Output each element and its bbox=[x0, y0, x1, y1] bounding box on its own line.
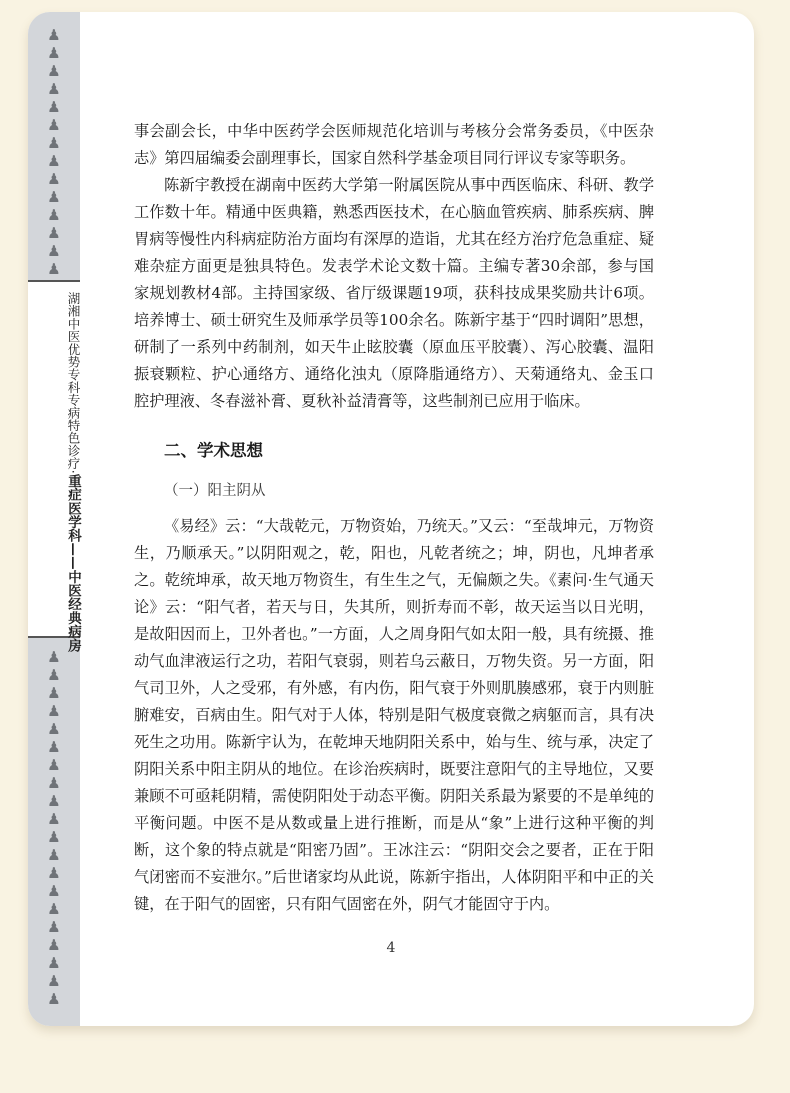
martial-figure-icon: ♟ bbox=[47, 702, 61, 720]
martial-figure-icon: ♟ bbox=[47, 684, 61, 702]
martial-figure-icon: ♟ bbox=[47, 774, 61, 792]
spine-title-line1: 湖湘中医优势专科专病特色诊疗· bbox=[66, 292, 81, 474]
martial-figure-icon: ♟ bbox=[47, 972, 61, 990]
section-heading: 二、学术思想 bbox=[164, 441, 263, 460]
martial-figure-icon: ♟ bbox=[47, 134, 61, 152]
side-decoration-strip bbox=[28, 12, 80, 1026]
martial-figure-icon: ♟ bbox=[47, 170, 61, 188]
martial-figure-icon: ♟ bbox=[47, 990, 61, 1008]
martial-figure-icon: ♟ bbox=[47, 864, 61, 882]
martial-figure-icon: ♟ bbox=[47, 792, 61, 810]
martial-figure-icon: ♟ bbox=[47, 242, 61, 260]
spine-title-line2: 重症医学科——中医经典病房 bbox=[65, 473, 81, 653]
martial-figure-icon: ♟ bbox=[47, 62, 61, 80]
spine-title-box bbox=[28, 280, 81, 653]
page-number: 4 bbox=[386, 940, 396, 956]
martial-figure-icon: ♟ bbox=[47, 80, 61, 98]
martial-figure-icon: ♟ bbox=[47, 936, 61, 954]
martial-figure-icon: ♟ bbox=[47, 666, 61, 684]
martial-figure-icon: ♟ bbox=[47, 846, 61, 864]
martial-figure-icon: ♟ bbox=[47, 648, 61, 666]
martial-figure-icon: ♟ bbox=[47, 900, 61, 918]
paragraph-theory: 《易经》云：“大哉乾元，万物资始，乃统天。”又云：“至哉坤元，万物资生，乃顺承天。”以阴阳观之，乾，阳也，凡乾者统之；坤，阴也，凡坤者承之。乾统坤承，故天地万物资生，有生生之气，无偏颇之失。《素问·生气通天论》云：“阳气者，若天与日，失其所，则折寿而不彰，故天运当以日光明，是故阳因而上，卫外者也。”一方面，人之周身阳气如太阳一般，具有统摄、推动气血津液运行之功，若阳气衰弱，则若乌云蔽日，万物失资。另一方面，阳气司卫外，人之受邪，有外感，有内伤，阳气衰于外则肌腠感邪，衰于内则脏腑难安，百病由生。阳气对于人体，特别是阳气极度衰微之病躯而言，具有决死生之功用。陈新宇认为，在乾坤天地阴阳关系中，始与生、统与承，决定了阴阳关系中阳主阴从的地位。在诊治疾病时，既要注意阳气的主导地位，又要兼顾不可亟耗阴精，需使阴阳处于动态平衡。阴阳关系最为紧要的不是单纯的平衡问题。中医不是从数或量上进行推断，而是从“象”上进行这种平衡的判断，这个象的特点就是“阳密乃固”。王冰注云：“阴阳交会之要者，正在于阳气闭密而不妄泄尔。”后世诸家均从此说，陈新宇指出，人体阴阳平和中正的关键，在于阳气的固密，只有阳气固密在外，阴气才能固守于内。 bbox=[134, 517, 654, 913]
martial-figure-icon: ♟ bbox=[47, 98, 61, 116]
subsection-heading: （一）阳主阴从 bbox=[164, 483, 266, 499]
paragraph-continued: 事会副会长，中华中医药学会医师规范化培训与考核分会常务委员，《中医杂志》第四届编委会副理事长，国家自然科学基金项目同行评议专家等职务。 bbox=[134, 122, 654, 167]
martial-figure-icon: ♟ bbox=[47, 152, 61, 170]
martial-figure-icon: ♟ bbox=[47, 918, 61, 936]
martial-figure-icon: ♟ bbox=[47, 828, 61, 846]
martial-figure-icon: ♟ bbox=[47, 206, 61, 224]
martial-figure-icon: ♟ bbox=[47, 882, 61, 900]
martial-figure-icon: ♟ bbox=[47, 188, 61, 206]
martial-figures-top bbox=[28, 26, 80, 278]
martial-figure-icon: ♟ bbox=[47, 810, 61, 828]
page-content bbox=[134, 118, 654, 918]
martial-figure-icon: ♟ bbox=[47, 224, 61, 242]
martial-figure-icon: ♟ bbox=[47, 26, 61, 44]
book-page bbox=[28, 12, 754, 1026]
martial-figure-icon: ♟ bbox=[47, 954, 61, 972]
spine-title bbox=[28, 292, 80, 652]
martial-figure-icon: ♟ bbox=[47, 260, 61, 278]
paragraph-bio: 陈新宇教授在湖南中医药大学第一附属医院从事中西医临床、科研、教学工作数十年。精通中医典籍，熟悉西医技术，在心脑血管疾病、肺系疾病、脾胃病等慢性内科病症防治方面均有深厚的造诣，尤其在经方治疗危急重症、疑难杂症方面更是独具特色。发表学术论文数十篇。主编专著30余部，参与国家规划教材4部。主持国家级、省厅级课题19项，获科技成果奖励共计6项。培养博士、硕士研究生及师承学员等100余名。陈新宇基于“四时调阳”思想，研制了一系列中药制剂，如天牛止眩胶囊（原血压平胶囊）、泻心胶囊、温阳振衰颗粒、护心通络方、通络化浊丸（原降脂通络方）、天菊通络丸、金玉口腔护理液、冬春滋补膏、夏秋补益清膏等，这些制剂已应用于临床。 bbox=[134, 176, 654, 410]
martial-figure-icon: ♟ bbox=[47, 756, 61, 774]
martial-figure-icon: ♟ bbox=[47, 738, 61, 756]
martial-figure-icon: ♟ bbox=[47, 116, 61, 134]
martial-figure-icon: ♟ bbox=[47, 44, 61, 62]
martial-figure-icon: ♟ bbox=[47, 720, 61, 738]
